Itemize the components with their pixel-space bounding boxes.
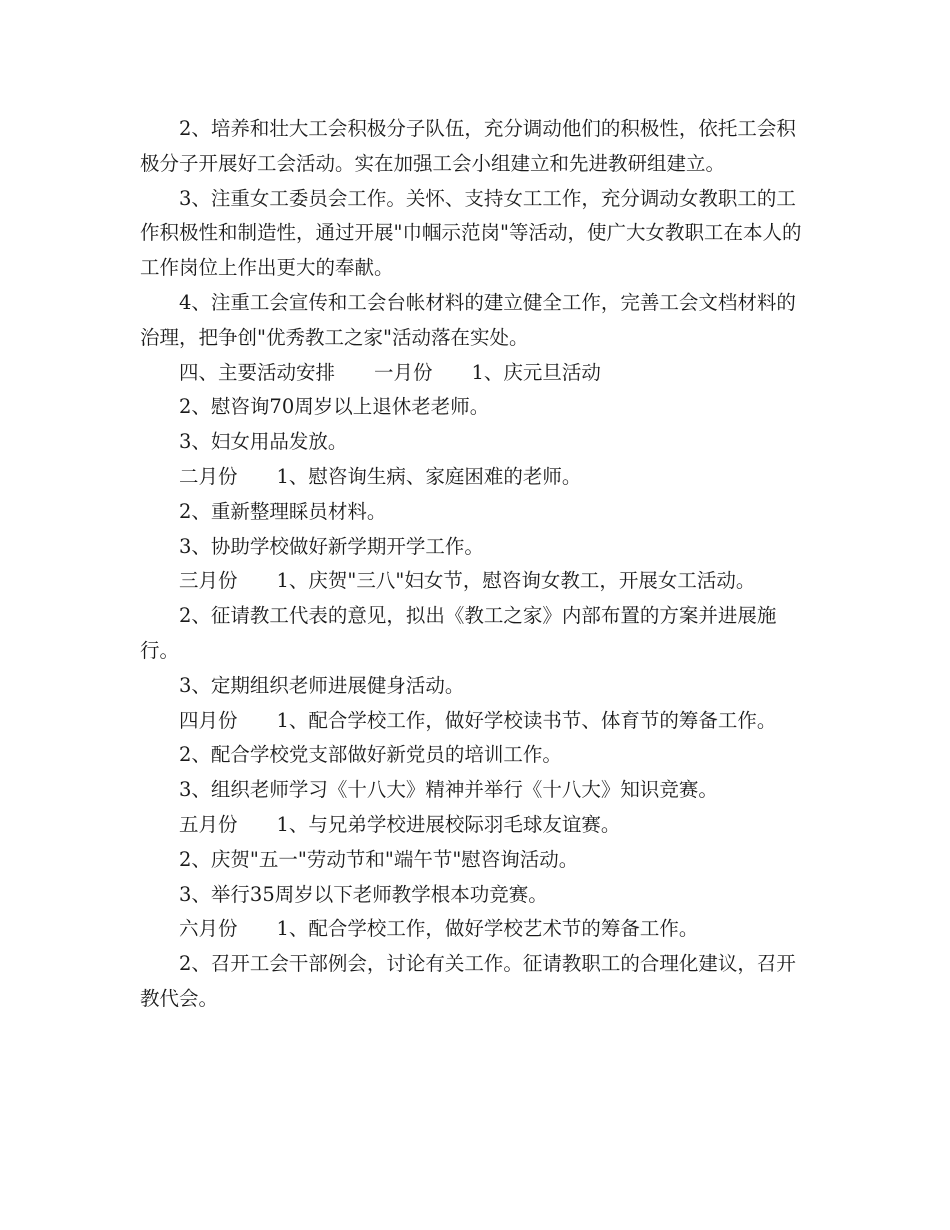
paragraph-2: 3、注重女工委员会工作。关怀、支持女工工作，充分调动女教职工的工作积极性和制造性，通过开展"巾帼示范岗"等活动，使广大女教职工在本人的工作岗位上作出更大的奉献。 — [140, 186, 802, 280]
paragraph-17: 2、庆贺"五一"劳动节和"端午节"慰咨询活动。 — [179, 847, 579, 871]
paragraph-12: 3、定期组织老师进展健身活动。 — [179, 673, 465, 697]
paragraph-6: 3、妇女用品发放。 — [179, 430, 348, 454]
paragraph-14: 2、配合学校党支部做好新党员的培训工作。 — [179, 743, 562, 767]
paragraph-9: 3、协助学校做好新学期开学工作。 — [179, 534, 484, 558]
document-body — [140, 112, 815, 1017]
paragraph-16: 五月份 1、与兄弟学校进展校际羽毛球友谊赛。 — [179, 812, 621, 836]
paragraph-13: 四月份 1、配合学校工作，做好学校读书节、体育节的筹备工作。 — [179, 708, 777, 732]
paragraph-8: 2、重新整理睬员材料。 — [179, 499, 387, 523]
paragraph-18: 3、举行35周岁以下老师教学根本功竞赛。 — [179, 882, 548, 906]
paragraph-10: 三月份 1、庆贺"三八"妇女节，慰咨询女教工，开展女工活动。 — [179, 569, 756, 593]
paragraph-15: 3、组织老师学习《十八大》精神并举行《十八大》知识竞赛。 — [179, 778, 718, 802]
paragraph-20: 2、召开工会干部例会，讨论有关工作。征请教职工的合理化建议，召开教代会。 — [140, 952, 796, 1010]
paragraph-7: 二月份 1、慰咨询生病、家庭困难的老师。 — [179, 464, 582, 488]
paragraph-19: 六月份 1、配合学校工作，做好学校艺术节的筹备工作。 — [179, 917, 699, 941]
paragraph-11: 2、征请教工代表的意见，拟出《教工之家》内部布置的方案并进展施行。 — [140, 604, 777, 662]
paragraph-3: 4、注重工会宣传和工会台帐材料的建立健全工作，完善工会文档材料的治理，把争创"优秀教工之家"活动落在实处。 — [140, 290, 796, 349]
paragraph-4: 四、主要活动安排 一月份 1、庆元旦活动 — [179, 360, 601, 384]
paragraph-1: 2、培养和壮大工会积极分子队伍，充分调动他们的积极性，依托工会积极分子开展好工会活动。实在加强工会小组建立和先进教研组建立。 — [140, 117, 796, 175]
paragraph-5: 2、慰咨询70周岁以上退休老老师。 — [179, 395, 490, 419]
